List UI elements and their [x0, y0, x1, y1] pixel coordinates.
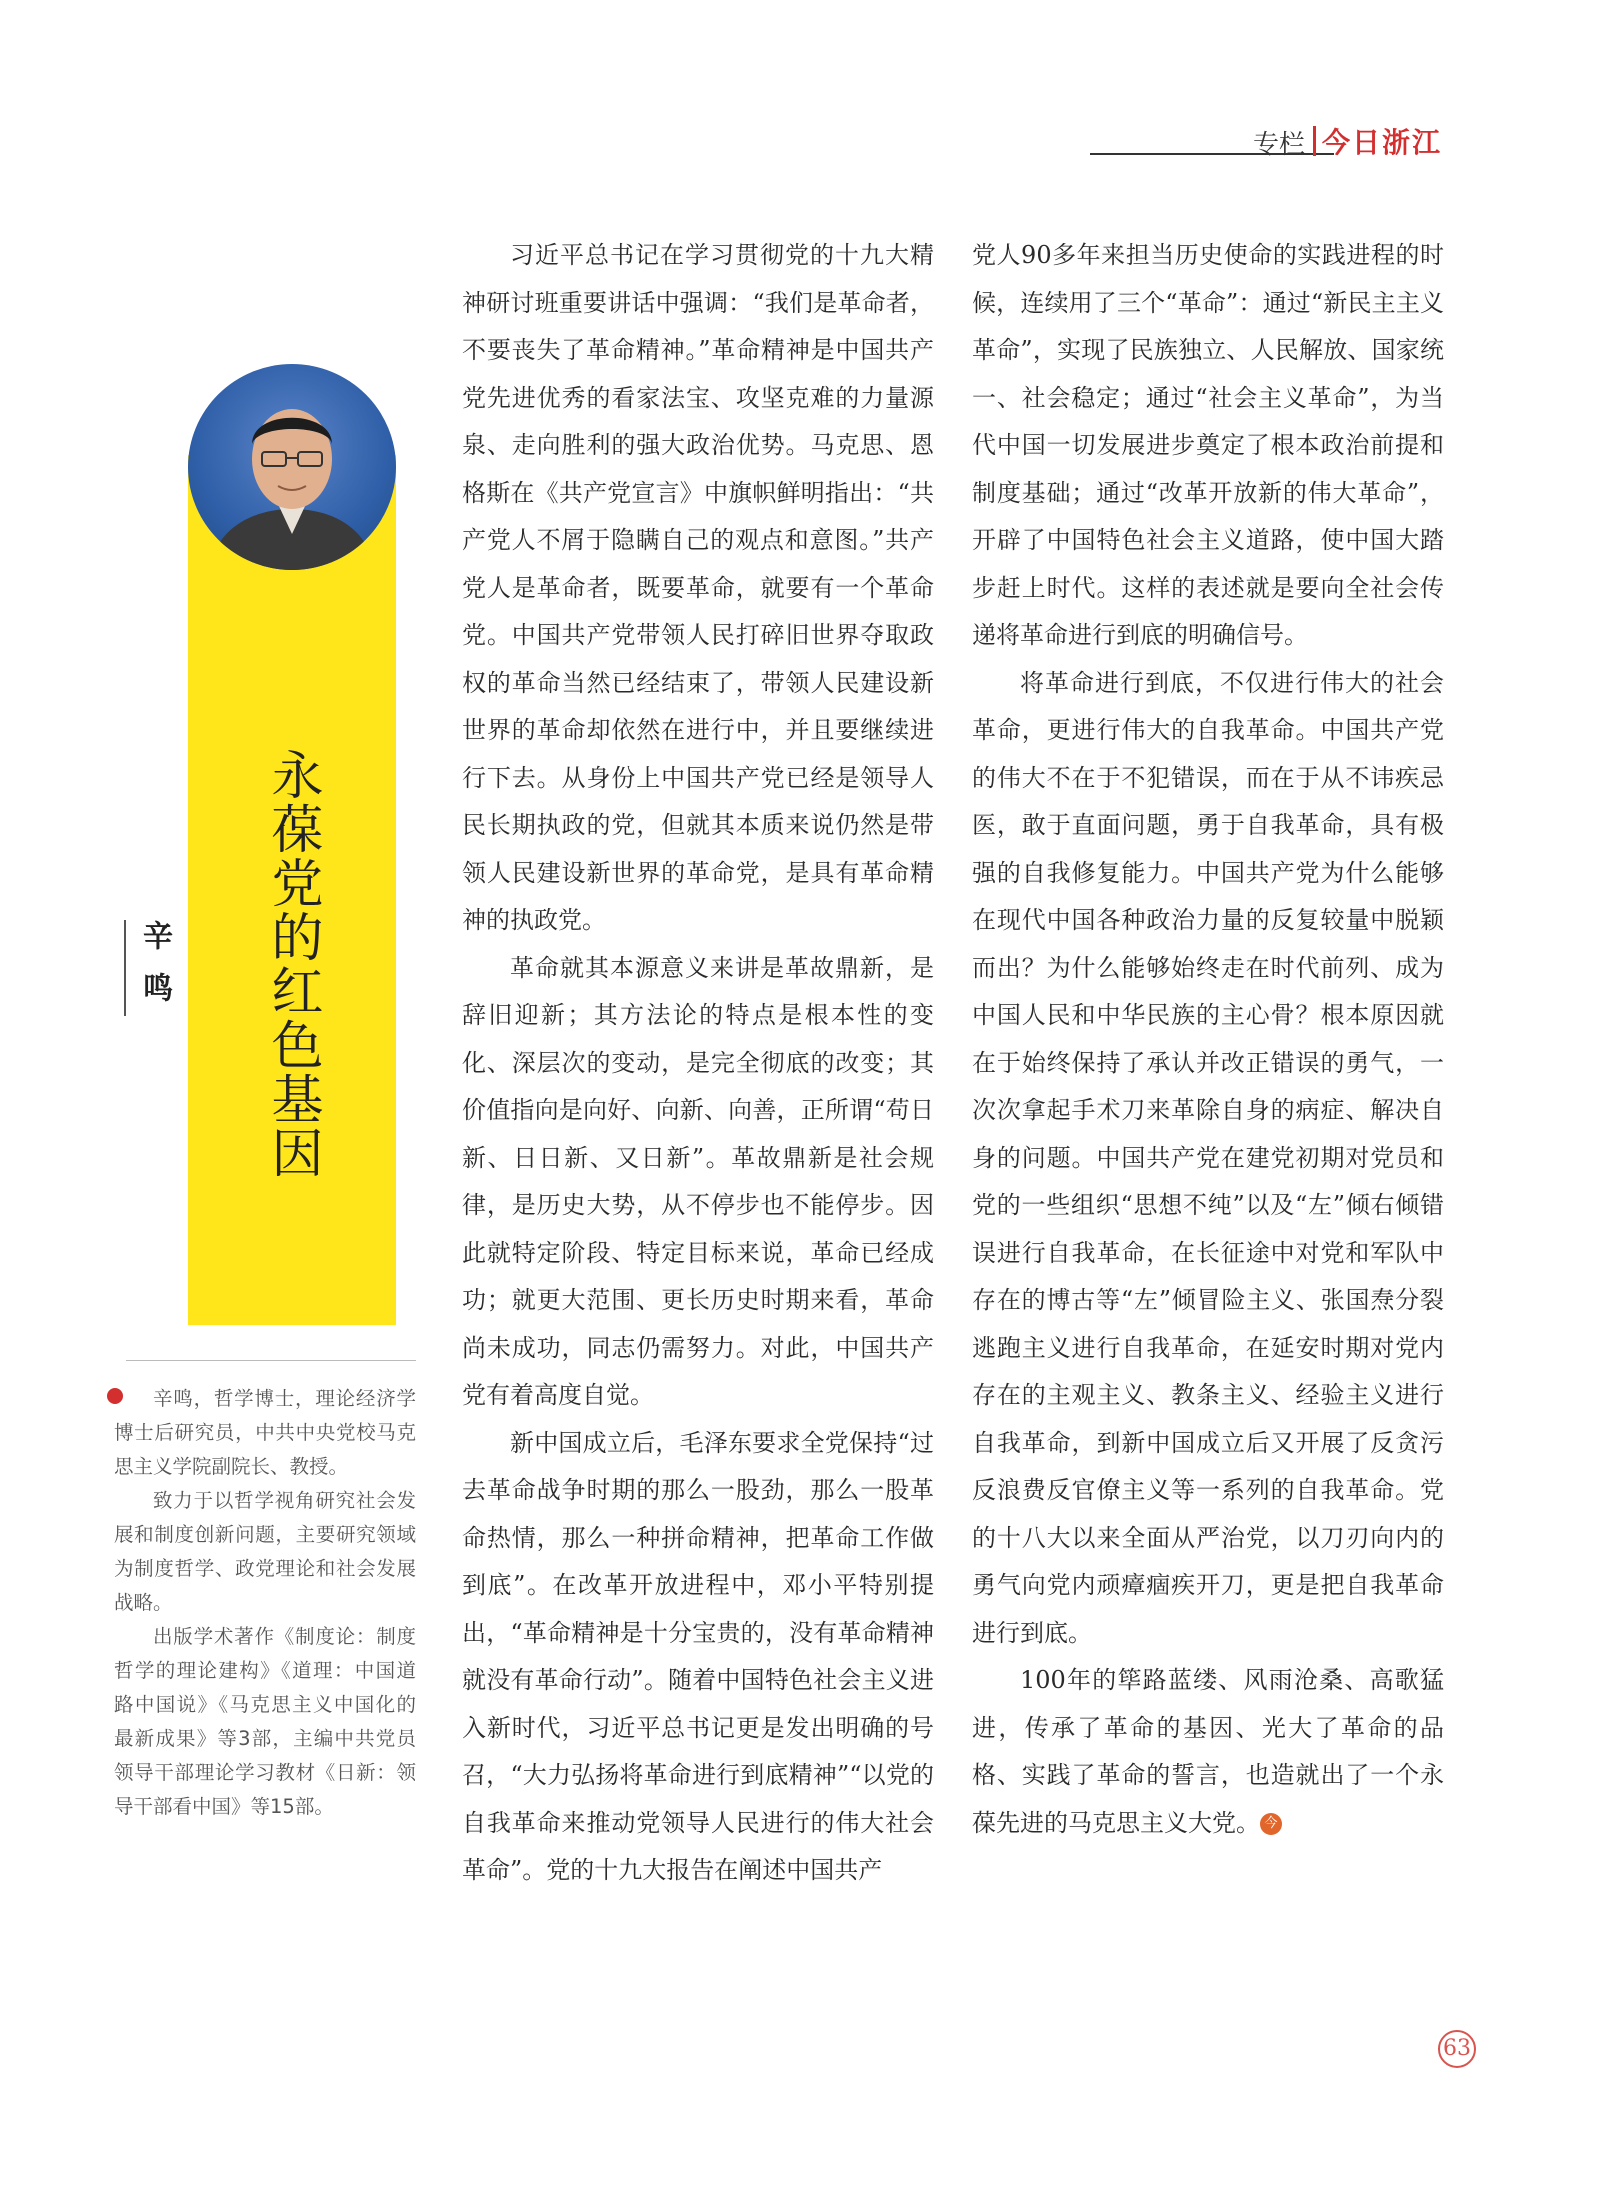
magazine-brand: 今日浙江 — [1322, 126, 1443, 159]
author-name: 辛鸣 — [137, 920, 172, 1024]
body-paragraph — [972, 1657, 1444, 1847]
body-paragraph: 习近平总书记在学习贯彻党的十九大精神研讨班重要讲话中强调：“我们是革命者，不要丧失了革命精神。”革命精神是中国共产党先进优秀的看家法宝、攻坚克难的力量源泉、走向胜利的强大政治优势。马克思、恩格斯在《共产党宣言》中旗帜鲜明指出：“共产党人不屑于隐瞒自己的观点和意图。”共产党人是革命者，既要革命，就要有一个革命党。中国共产党带领人民打碎旧世界夺取政权的革命当然已经结束了，带领人民建设新世界的革命却依然在进行中，并且要继续进行下去。从身份上中国共产党已经是领导人民长期执政的党，但就其本质来说仍然是带领人民建设新世界的革命党，是具有革命精神的执政党。 — [462, 241, 934, 934]
body-paragraph: 将革命进行到底，不仅进行伟大的社会革命，更进行伟大的自我革命。中国共产党的伟大不在于不犯错误，而在于从不讳疾忌医，敢于直面问题，勇于自我革命，具有极强的自我修复能力。中国共产党为什么能够在现代中国各种政治力量的反复较量中脱颖而出？为什么能够始终走在时代前列、成为中国人民和中华民族的主心骨？根本原因就在于始终保持了承认并改正错误的勇气，一次次拿起手术刀来革除自身的病症、解决自身的问题。中国共产党在建党初期对党员和党的一些组织“思想不纯”以及“左”倾右倾错误进行自我革命，在长征途中对党和军队中存在的博古等“左”倾冒险主义、张国焘分裂逃跑主义进行自我革命，在延安时期对党内存在的主观主义、教条主义、经验主义进行自我革命，到新中国成立后又开展了反贪污反浪费反官僚主义等一系列的自我革命。党的十八大以来全面从严治党，以刀刃向内的勇气向党内顽瘴痼疾开刀，更是把自我革命进行到底。 — [972, 668, 1444, 1647]
bio-paragraph: 辛鸣，哲学博士，理论经济学博士后研究员，中共中央党校马克思主义学院副院长、教授。 — [114, 1387, 416, 1478]
bio-rule — [126, 1360, 416, 1361]
body-paragraph: 革命就其本源意义来讲是革故鼎新，是辞旧迎新；其方法论的特点是根本性的变化、深层次的变动，是完全彻底的改变；其价值指向是向好、向新、向善，正所谓“苟日新、日日新、又日新”。革故鼎新是社会规律，是历史大势，从不停步也不能停步。因此就特定阶段、特定目标来说，革命已经成功；就更大范围、更长历史时期来看，革命尚未成功，同志仍需努力。对此，中国共产党有着高度自觉。 — [462, 953, 934, 1409]
page-number: 63 — [1438, 2030, 1476, 2068]
author-photo — [188, 364, 396, 570]
end-mark-icon: 今 — [1260, 1813, 1282, 1835]
article-title: 永葆党的红色基因 — [262, 748, 322, 1180]
body-column-2 — [972, 232, 1444, 1847]
body-paragraph: 新中国成立后，毛泽东要求全党保持“过去革命战争时期的那么一股劲，那么一股革命热情，那么一种拼命精神，把革命工作做到底”。在改革开放进程中，邓小平特别提出，“革命精神是十分宝贵的，没有革命精神就没有革命行动”。随着中国特色社会主义进入新时代，习近平总书记更是发出明确的号召，“大力弘扬将革命进行到底精神”“以党的自我革命来推动党领导人民进行的伟大社会革命”。党的十九大报告在阐述中国共产 — [462, 1428, 934, 1884]
final-paragraph-text: 100年的筚路蓝缕、风雨沧桑、高歌猛进，传承了革命的基因、光大了革命的品格、实践了革命的誓言，也造就出了一个永葆先进的马克思主义大党。 — [972, 1666, 1444, 1837]
bio-paragraph: 致力于以哲学视角研究社会发展和制度创新问题，主要研究领域为制度哲学、政党理论和社会发展战略。 — [114, 1489, 416, 1614]
author-bio — [114, 1382, 416, 1824]
author-rule — [124, 920, 126, 1016]
body-column-1 — [462, 232, 934, 1895]
bio-paragraph: 出版学术著作《制度论：制度哲学的理论建构》《道理：中国道路中国说》《马克思主义中国化的最新成果》等3部，主编中共党员领导干部理论学习教材《日新：领导干部看中国》等15部。 — [114, 1625, 416, 1818]
column-label: 专栏 — [1253, 130, 1306, 160]
body-paragraph: 党人90多年来担当历史使命的实践进程的时候，连续用了三个“革命”：通过“新民主主义革命”，实现了民族独立、人民解放、国家统一、社会稳定；通过“社会主义革命”，为当代中国一切发展进步奠定了根本政治前提和制度基础；通过“改革开放新的伟大革命”，开辟了中国特色社会主义道路，使中国大踏步赶上时代。这样的表述就是要向全社会传递将革命进行到底的明确信号。 — [972, 241, 1444, 649]
header-divider — [1313, 126, 1316, 156]
